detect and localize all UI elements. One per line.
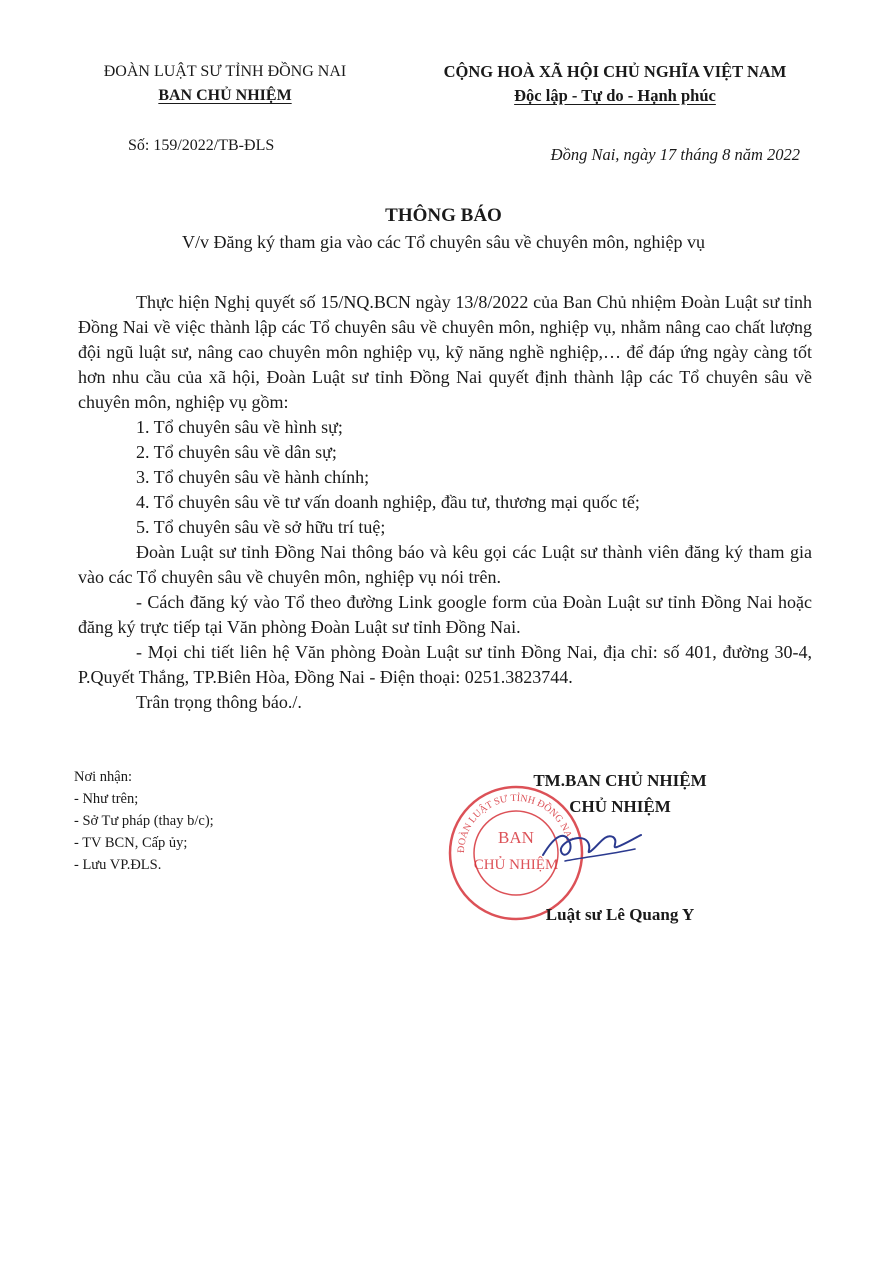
recipient-item: - Sở Tư pháp (thay b/c); [74,813,214,829]
list-item: 2. Tổ chuyên sâu về dân sự; [136,442,337,462]
document-body [78,290,812,715]
country-name: CỘNG HOÀ XÃ HỘI CHỦ NGHĨA VIỆT NAM [443,62,787,81]
national-header [395,60,835,108]
recipients-block [74,766,214,876]
list-item: 1. Tổ chuyên sâu về hình sự; [136,417,343,437]
list-item: 5. Tổ chuyên sâu về sở hữu trí tuệ; [136,517,386,537]
org-name: ĐOÀN LUẬT SƯ TỈNH ĐỒNG NAI [103,63,347,80]
handwritten-signature-icon [535,815,645,870]
signature-on-behalf: TM.BAN CHỦ NHIỆM [533,771,707,790]
intro-paragraph: Thực hiện Nghị quyết số 15/NQ.BCN ngày 13/8/2022 của Ban Chủ nhiệm Đoàn Luật sư tỉnh Đồng Nai về việc thành lập các Tổ chuyên sâu về chuyên môn, nghiệp vụ, nhằm nâng cao chất lượng đội ngũ luật sư, nâng cao chuyên môn nghiệp vụ, kỹ năng nghề nghiệp,… để đáp ứng ngày càng tốt hơn nhu cầu của xã hội, Đoàn Luật sư tỉnh Đồng Nai quyết định thành lập các Tổ chuyên sâu về chuyên môn, nghiệp vụ gồm: [78,292,812,412]
org-dept: BAN CHỦ NHIỆM [158,87,292,104]
place-date: Đồng Nai, ngày 17 tháng 8 năm 2022 [550,145,800,164]
signer-name: Luật sư Lê Quang Y [545,905,695,924]
closing-line: Trân trọng thông báo./. [136,692,302,712]
national-motto: Độc lập - Tự do - Hạnh phúc [514,86,716,105]
registration-paragraph: - Cách đăng ký vào Tổ theo đường Link google form của Đoàn Luật sư tỉnh Đồng Nai hoặc đăng ký trực tiếp tại Văn phòng Đoàn Luật sư tỉnh Đồng Nai. [78,592,812,637]
document-number: Số: 159/2022/TB-ĐLS [128,137,275,154]
recipient-item: - Lưu VP.ĐLS. [74,857,162,873]
document-title: THÔNG BÁO [385,205,502,226]
seal-center-line2: CHỦ NHIỆM [473,857,559,873]
document-subject: V/v Đăng ký tham gia vào các Tổ chuyên sâu về chuyên môn, nghiệp vụ [181,232,706,252]
list-item: 3. Tổ chuyên sâu về hành chính; [136,467,370,487]
list-item: 4. Tổ chuyên sâu về tư vấn doanh nghiệp, đầu tư, thương mại quốc tế; [136,492,640,512]
signature-role: CHỦ NHIỆM [569,797,671,816]
org-header [60,60,390,108]
call-paragraph: Đoàn Luật sư tỉnh Đồng Nai thông báo và kêu gọi các Luật sư thành viên đăng ký tham gia vào các Tổ chuyên sâu về chuyên môn, nghiệp vụ nói trên. [78,542,812,587]
recipient-item: - TV BCN, Cấp ủy; [74,835,188,851]
seal-ring-text: ĐOÀN LUẬT SƯ TỈNH ĐỒNG NAI [455,792,575,854]
recipient-item: - Như trên; [74,791,139,807]
contact-paragraph: - Mọi chi tiết liên hệ Văn phòng Đoàn Luật sư tỉnh Đồng Nai, địa chỉ: số 401, đường 30-4, P.Quyết Thắng, TP.Biên Hòa, Đồng Nai - Điện thoại: 0251.3823744. [78,642,812,687]
recipients-heading: Nơi nhận: [74,769,133,785]
seal-center-line1: BAN [498,828,534,847]
